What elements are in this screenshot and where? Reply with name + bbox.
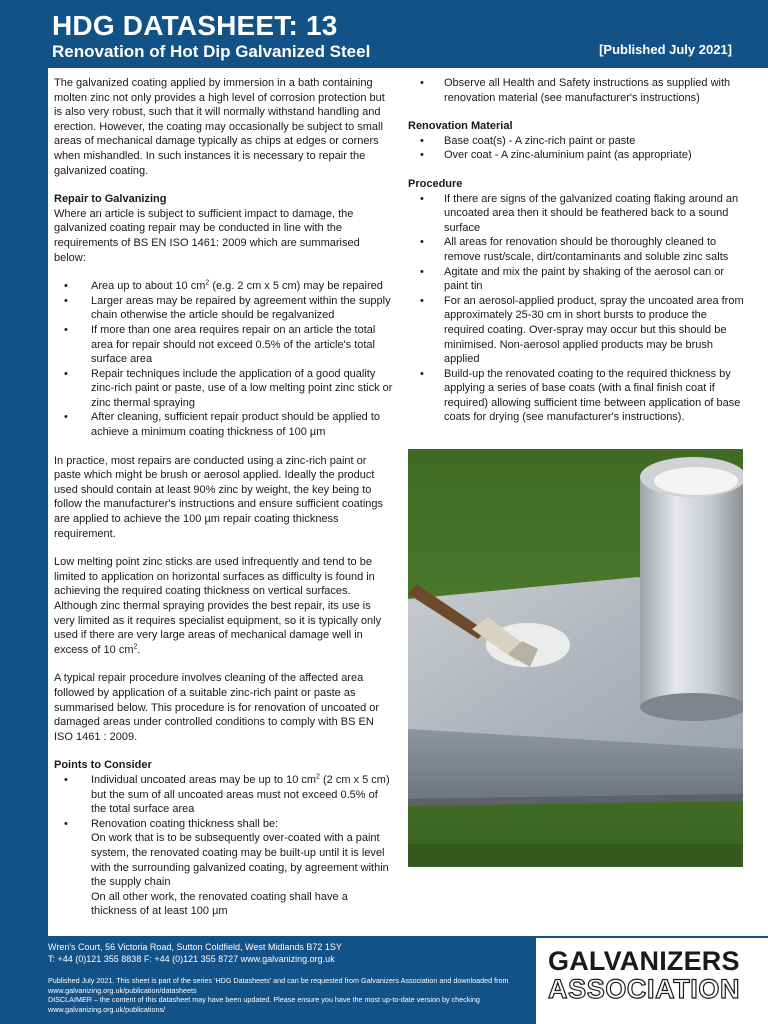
disclaimer-note: DISCLAIMER – the content of this datasheet may have been updated. Please ensure you have the most up-to-date version by checking www.galvanizing.org.uk/publications/ (48, 995, 480, 1014)
list-item: • Observe all Health and Safety instructions as supplied with renovation material (see manufacturer's instructions) (408, 76, 744, 105)
galvanizers-association-logo (536, 938, 768, 1024)
list-item: • Renovation coating thickness shall be: On work that is to be subsequently over-coated with a paint system, the renovated coating may be built-up until it is level with the surrounding galvanized coating, by agreement within the supply chain On all other work, the renovated coating shall have a thickness of at least 100 µm (54, 817, 394, 919)
list-item: • For an aerosol-applied product, spray the uncoated area from approximately 25-30 cm in short bursts to produce the required coating. Over-spray may occur but this should be minimised. Non-aerosol applied products may be brush applied (408, 294, 744, 367)
list-item: • Individual uncoated areas may be up to 10 $cm^2$ (2 cm x 5 cm) but the sum of all uncoated areas must not exceed 0.5% of the total surface area (54, 773, 394, 817)
photo-illustration (408, 449, 743, 867)
list-item: • If there are signs of the galvanized coating flaking around an uncoated area then it should be feathered back to a sound surface (408, 192, 744, 236)
repair-heading: Repair to Galvanizing (54, 193, 167, 206)
address-line: Wren's Court, 56 Victoria Road, Sutton Coldfield, West Midlands B72 1SY (48, 942, 342, 952)
material-heading: Renovation Material (408, 120, 513, 133)
list-item: • If more than one area requires repair on an article the total area for repair should not exceed 0.5% of the article's total surface area (54, 323, 394, 367)
footer-notes (48, 976, 518, 1014)
paint-tin (640, 457, 743, 721)
publication-note: Published July 2021. This sheet is part of the series 'HDG Datasheets' and can be requested from Galvanizers Association and downloaded from www.galvanizing.org.uk/publication/datasheets (48, 976, 509, 995)
practice-paragraph: In practice, most repairs are conducted using a zinc-rich paint or paste which might be brush or aerosol applied. Ideally the product used should contain at least 90% zinc by weight, the key being to follow the manufacturer's instructions and ensure sufficient coatings are applied to achieve the 100 µm repair coating thickness requirement. (54, 454, 384, 540)
page-header (0, 0, 768, 68)
published-date: [Published July 2021] (599, 42, 732, 57)
list-item: • Larger areas may be repaired by agreement within the supply chain otherwise the article should be regalvanized (54, 294, 394, 323)
repair-photo (408, 449, 743, 867)
zinc-stick-paragraph: Low melting point zinc sticks are used infrequently and tend to be limited to application on horizontal surfaces as difficulty is found in achieving the required coating thickness on vertical surfaces. Although zinc thermal spraying provides the best repair, its use is very limited as it requires specialist equipment, so it is typically only used if there are very large areas of mechanical damage well in excess of 10 $cm^2$. (54, 556, 382, 656)
repair-paragraph: Where an article is subject to sufficient impact to damage, the galvanized coating repair may be conducted in line with the requirements of BS EN ISO 1461: 2009 which are summarised below: (54, 207, 360, 264)
typical-procedure-paragraph: A typical repair procedure involves cleaning of the affected area followed by application of a suitable zinc-rich paint or paste as summarised below. This procedure is for renovation of uncoated or damaged areas under controlled conditions to comply with BS EN ISO 1461 : 2009. (54, 672, 380, 743)
list-item: • Over coat - A zinc-aluminium paint (as appropriate) (408, 148, 744, 163)
safety-list (408, 76, 744, 105)
repair-list (54, 279, 394, 440)
points-list (54, 773, 394, 919)
list-item: • Agitate and mix the paint by shaking of the aerosol can or paint tin (408, 265, 744, 294)
list-item: • Repair techniques include the application of a good quality zinc-rich paint or paste, use of a low melting point zinc stick or zinc thermal spraying (54, 367, 394, 411)
procedure-list (408, 192, 744, 426)
logo-line-2: ASSOCIATION (548, 974, 741, 1004)
list-item: • After cleaning, sufficient repair product should be applied to achieve a minimum coating thickness of 100 µm (54, 410, 394, 439)
list-item: • Area up to about 10 $cm^2$ (e.g. 2 cm x 5 cm) may be repaired (54, 279, 394, 294)
list-item: • Build-up the renovated coating to the required thickness by applying a series of base coats (with a final finish coat if required) allowing sufficient time between application of base coats for drying (see manufacturer's instructions). (408, 367, 744, 425)
logo-line-1: GALVANIZERS (548, 946, 740, 976)
intro-paragraph: The galvanized coating applied by immersion in a bath containing molten zinc not only provides a high level of corrosion protection but is also very robust, such that it will normally withstand handling and erection. However, the coating may occasionally be subject to small areas of mechanical damage typically as chips at edges or corners when mishandled. In such instances it is necessary to repair the galvanized coating. (54, 77, 385, 177)
datasheet-title: HDG DATASHEET: 13 (52, 10, 338, 41)
points-heading: Points to Consider (54, 759, 152, 772)
list-item: • Base coat(s) - A zinc-rich paint or paste (408, 134, 744, 149)
list-item: • All areas for renovation should be thoroughly cleaned to remove rust/scale, dirt/contaminants and soluble zinc salts (408, 235, 744, 264)
footer-address (48, 941, 498, 965)
procedure-heading: Procedure (408, 177, 463, 190)
left-column (54, 76, 394, 933)
document-body (48, 68, 768, 936)
datasheet-subtitle: Renovation of Hot Dip Galvanized Steel (52, 42, 371, 61)
contact-line: T: +44 (0)121 355 8838 F: +44 (0)121 355 8727 www.galvanizing.org.uk (48, 954, 335, 964)
material-list (408, 134, 744, 163)
right-column (408, 76, 744, 439)
